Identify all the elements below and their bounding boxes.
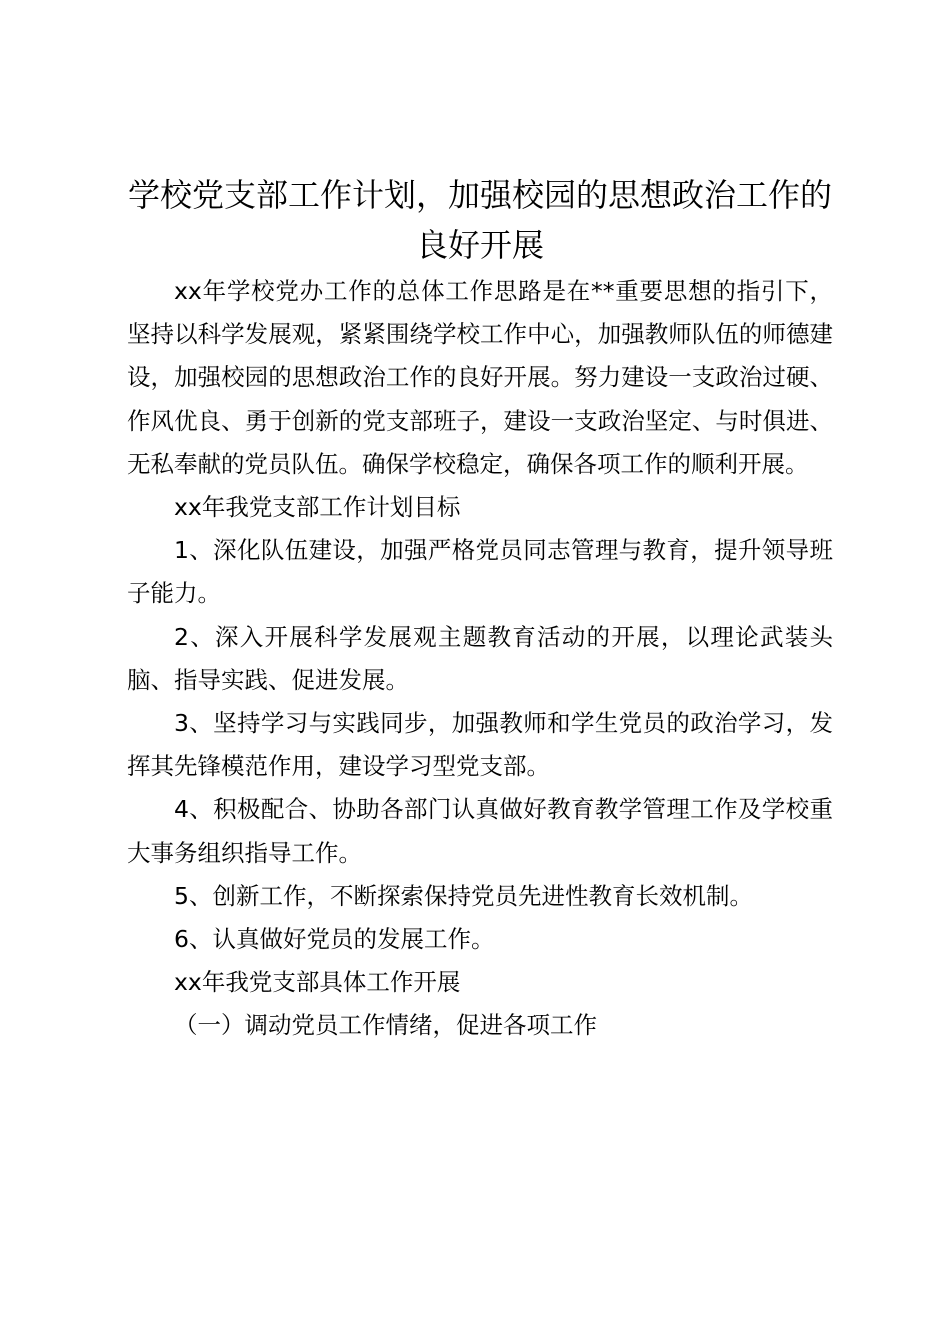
paragraph-work-heading: xx年我党支部具体工作开展 <box>174 968 461 997</box>
paragraph-intro: xx年学校党办工作的总体工作思路是在**重要思想的指引下，坚持以科学发展观，紧紧围绕学校工作中心，加强教师队伍的师德建设，加强校园的思想政治工作的良好开展。努力建设一支政治过硬、作风优良、勇于创新的党支部班子，建设一支政治坚定、与时俱进、无私奉献的党员队伍。确保学校稳定，确保各项工作的顺利开展。 <box>127 277 833 478</box>
paragraph-goal-1: 1、深化队伍建设，加强严格党员同志管理与教育，提升领导班子能力。 <box>127 536 833 608</box>
paragraph-goal-2: 2、深入开展科学发展观主题教育活动的开展，以理论武装头脑、指导实践、促进发展。 <box>127 622 833 694</box>
paragraph-goal-4: 4、积极配合、协助各部门认真做好教育教学管理工作及学校重大事务组织指导工作。 <box>127 795 833 867</box>
paragraph-goal-5: 5、创新工作，不断探索保持党员先进性教育长效机制。 <box>174 881 753 910</box>
paragraph-section-1-heading: （一）调动党员工作情绪，促进各项工作 <box>174 1011 597 1040</box>
document-body <box>127 170 833 1048</box>
paragraph-goals-heading: xx年我党支部工作计划目标 <box>174 493 461 522</box>
paragraph-goal-6: 6、认真做好党员的发展工作。 <box>174 925 495 954</box>
document-title: 学校党支部工作计划，加强校园的思想政治工作的良好开展 <box>127 176 832 264</box>
paragraph-goal-3: 3、坚持学习与实践同步，加强教师和学生党员的政治学习，发挥其先锋模范作用，建设学习型党支部。 <box>127 709 833 781</box>
